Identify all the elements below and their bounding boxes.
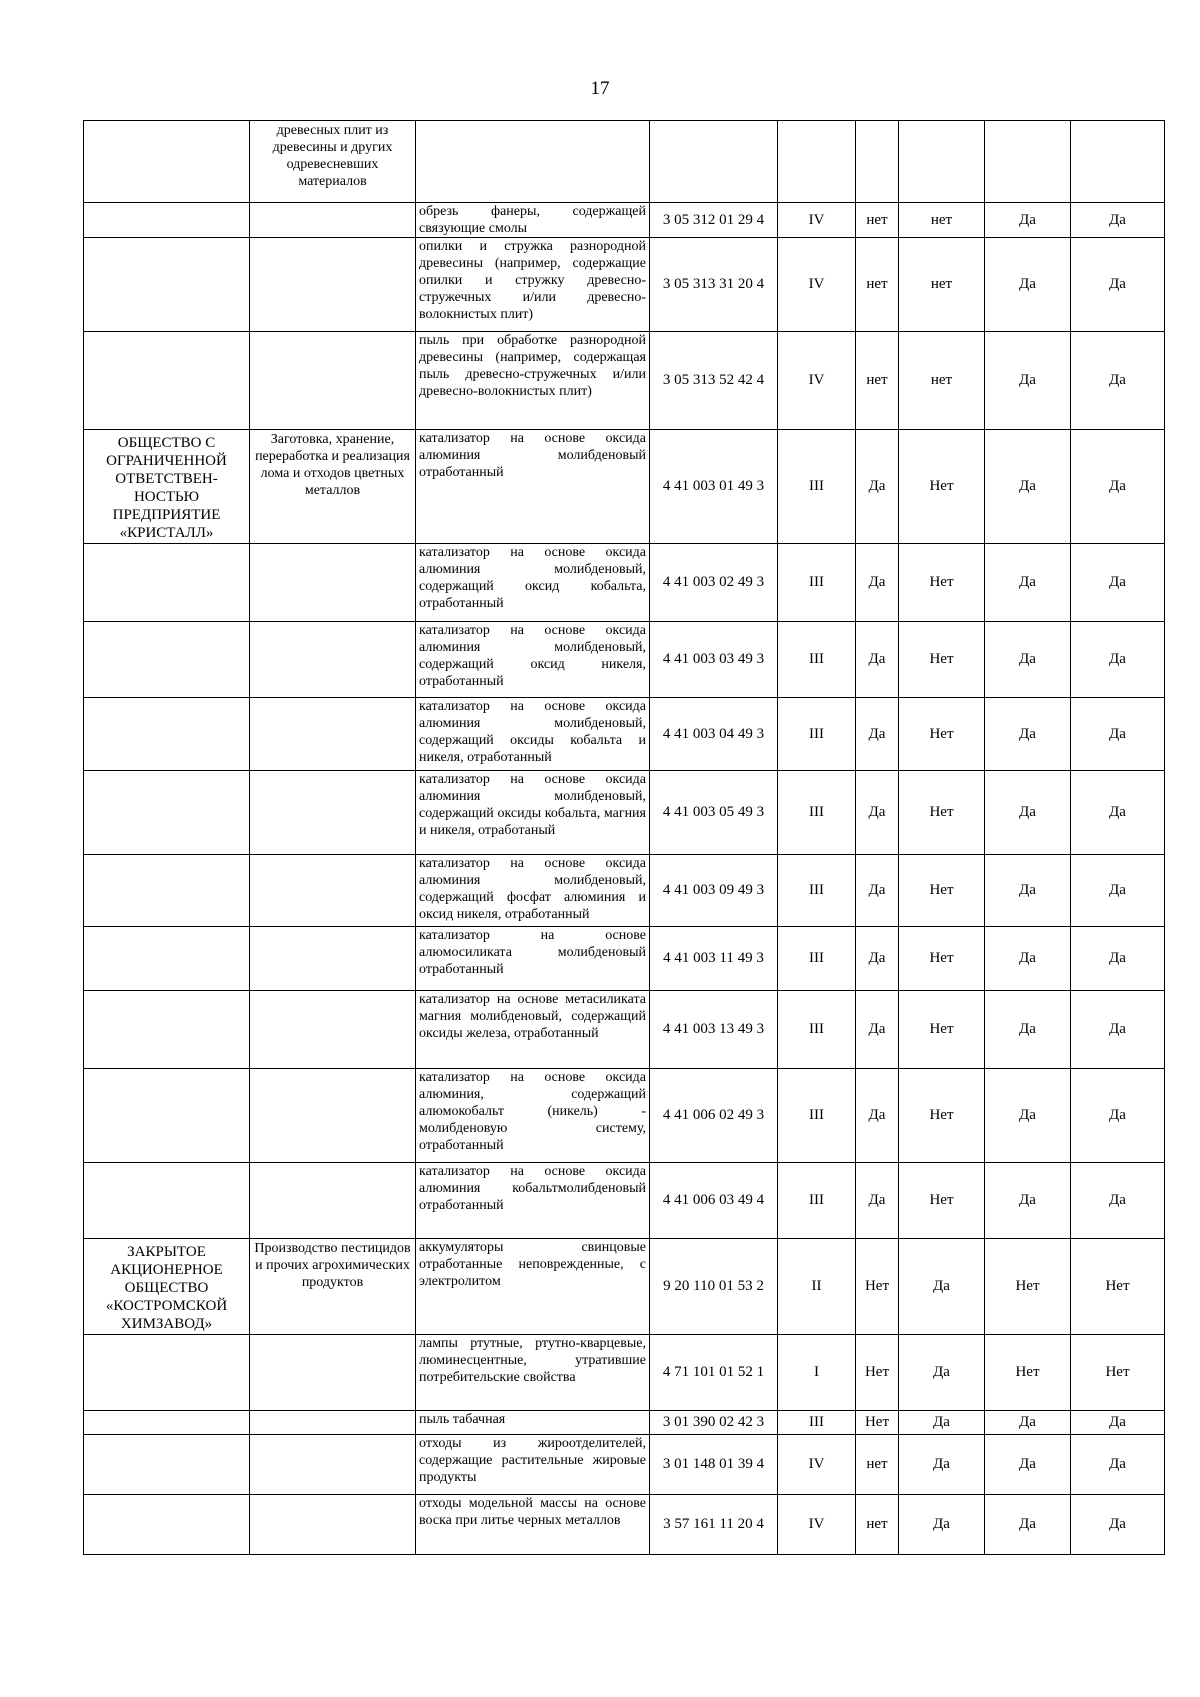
activity-cell: Заготовка, хранение, переработка и реализация лома и отходов цветных металлов bbox=[250, 430, 416, 544]
utilization-cell: Да bbox=[1071, 332, 1165, 430]
activity-cell bbox=[250, 544, 416, 622]
organization-cell: ЗАКРЫТОЕ АКЦИОНЕРНОЕ ОБЩЕСТВО «КОСТРОМСКОЙ ХИМЗАВОД» bbox=[84, 1239, 250, 1335]
transport-cell: нет bbox=[899, 203, 985, 238]
collection-cell: Да bbox=[856, 927, 899, 991]
organization-cell bbox=[84, 622, 250, 698]
utilization-cell: Да bbox=[1071, 622, 1165, 698]
fkko-code-cell: 3 01 148 01 39 4 bbox=[650, 1435, 778, 1495]
table-row bbox=[84, 238, 1165, 332]
transport-cell: Нет bbox=[899, 991, 985, 1069]
collection-cell: Нет bbox=[856, 1239, 899, 1335]
activity-cell bbox=[250, 1435, 416, 1495]
activity-cell bbox=[250, 332, 416, 430]
utilization-cell: Да bbox=[1071, 855, 1165, 927]
processing-cell: Да bbox=[985, 855, 1071, 927]
waste-name-cell: катализатор на основе оксида алюминия молибденовый, содержащий оксиды кобальта, магния и никеля, отработаный bbox=[416, 771, 650, 855]
utilization-cell: Да bbox=[1071, 927, 1165, 991]
transport-cell: Да bbox=[899, 1411, 985, 1435]
activity-cell bbox=[250, 1495, 416, 1555]
waste-name-cell: аккумуляторы свинцовые отработанные неповрежденные, с электролитом bbox=[416, 1239, 650, 1335]
processing-cell: Да bbox=[985, 544, 1071, 622]
organization-cell bbox=[84, 1411, 250, 1435]
fkko-code-cell: 4 41 003 05 49 3 bbox=[650, 771, 778, 855]
table-row bbox=[84, 855, 1165, 927]
transport-cell: Нет bbox=[899, 1163, 985, 1239]
transport-cell: нет bbox=[899, 332, 985, 430]
hazard-class-cell: III bbox=[778, 771, 856, 855]
waste-table bbox=[83, 120, 1165, 1555]
processing-cell: Да bbox=[985, 1495, 1071, 1555]
utilization-cell: Нет bbox=[1071, 1239, 1165, 1335]
fkko-code-cell: 4 41 003 01 49 3 bbox=[650, 430, 778, 544]
processing-cell: Да bbox=[985, 430, 1071, 544]
transport-cell: Нет bbox=[899, 927, 985, 991]
hazard-class-cell: III bbox=[778, 991, 856, 1069]
transport-cell: Нет bbox=[899, 855, 985, 927]
utilization-cell: Да bbox=[1071, 203, 1165, 238]
utilization-cell: Да bbox=[1071, 430, 1165, 544]
table-row bbox=[84, 622, 1165, 698]
utilization-cell: Да bbox=[1071, 1435, 1165, 1495]
waste-name-cell: обрезь фанеры, содержащей связующие смолы bbox=[416, 203, 650, 238]
table-row bbox=[84, 1335, 1165, 1411]
hazard-class-cell: III bbox=[778, 698, 856, 771]
collection-cell: Нет bbox=[856, 1335, 899, 1411]
activity-cell bbox=[250, 927, 416, 991]
collection-cell: Да bbox=[856, 1069, 899, 1163]
transport-cell: Нет bbox=[899, 698, 985, 771]
activity-cell bbox=[250, 991, 416, 1069]
transport-cell: Нет bbox=[899, 1069, 985, 1163]
utilization-cell: Да bbox=[1071, 698, 1165, 771]
collection-cell: Да bbox=[856, 544, 899, 622]
collection-cell: Да bbox=[856, 771, 899, 855]
waste-name-cell: отходы из жироотделителей, содержащие растительные жировые продукты bbox=[416, 1435, 650, 1495]
table-row bbox=[84, 771, 1165, 855]
fkko-code-cell: 4 41 003 04 49 3 bbox=[650, 698, 778, 771]
collection-cell bbox=[856, 121, 899, 203]
page-number: 17 bbox=[590, 78, 610, 99]
transport-cell: Да bbox=[899, 1335, 985, 1411]
processing-cell: Да bbox=[985, 622, 1071, 698]
waste-name-cell: катализатор на основе оксида алюминия молибденовый, содержащий оксид кобальта, отработанный bbox=[416, 544, 650, 622]
collection-cell: нет bbox=[856, 332, 899, 430]
hazard-class-cell: III bbox=[778, 1163, 856, 1239]
fkko-code-cell: 4 71 101 01 52 1 bbox=[650, 1335, 778, 1411]
fkko-code-cell: 4 41 003 11 49 3 bbox=[650, 927, 778, 991]
fkko-code-cell: 4 41 003 03 49 3 bbox=[650, 622, 778, 698]
processing-cell: Да bbox=[985, 1411, 1071, 1435]
collection-cell: Да bbox=[856, 430, 899, 544]
table-row bbox=[84, 1495, 1165, 1555]
waste-name-cell: катализатор на основе оксида алюминия молибденовый, содержащий оксиды кобальта и никеля, отработанный bbox=[416, 698, 650, 771]
organization-cell bbox=[84, 1163, 250, 1239]
utilization-cell: Да bbox=[1071, 1411, 1165, 1435]
organization-cell bbox=[84, 927, 250, 991]
table-row bbox=[84, 1239, 1165, 1335]
organization-cell bbox=[84, 203, 250, 238]
hazard-class-cell: II bbox=[778, 1239, 856, 1335]
hazard-class-cell: III bbox=[778, 927, 856, 991]
fkko-code-cell: 9 20 110 01 53 2 bbox=[650, 1239, 778, 1335]
table-row bbox=[84, 121, 1165, 203]
collection-cell: нет bbox=[856, 203, 899, 238]
fkko-code-cell: 3 05 312 01 29 4 bbox=[650, 203, 778, 238]
collection-cell: Нет bbox=[856, 1411, 899, 1435]
utilization-cell: Да bbox=[1071, 991, 1165, 1069]
table-row bbox=[84, 430, 1165, 544]
collection-cell: Да bbox=[856, 1163, 899, 1239]
activity-cell bbox=[250, 771, 416, 855]
transport-cell: Нет bbox=[899, 544, 985, 622]
table-row bbox=[84, 544, 1165, 622]
organization-cell bbox=[84, 238, 250, 332]
processing-cell: Да bbox=[985, 698, 1071, 771]
hazard-class-cell: IV bbox=[778, 1495, 856, 1555]
table-row bbox=[84, 203, 1165, 238]
transport-cell: Нет bbox=[899, 430, 985, 544]
organization-cell bbox=[84, 991, 250, 1069]
hazard-class-cell: III bbox=[778, 1069, 856, 1163]
waste-name-cell bbox=[416, 121, 650, 203]
processing-cell: Да bbox=[985, 927, 1071, 991]
table-row bbox=[84, 927, 1165, 991]
organization-cell bbox=[84, 1495, 250, 1555]
utilization-cell: Да bbox=[1071, 1163, 1165, 1239]
waste-name-cell: катализатор на основе метасиликата магния молибденовый, содержащий оксиды железа, отработанный bbox=[416, 991, 650, 1069]
hazard-class-cell: IV bbox=[778, 1435, 856, 1495]
utilization-cell: Да bbox=[1071, 544, 1165, 622]
waste-name-cell: катализатор на основе оксида алюминия молибденовый, содержащий фосфат алюминия и оксид никеля, отработанный bbox=[416, 855, 650, 927]
waste-name-cell: катализатор на основе оксида алюминия молибденовый отработанный bbox=[416, 430, 650, 544]
organization-cell: ОБЩЕСТВО С ОГРАНИЧЕННОЙ ОТВЕТСТВЕН-НОСТЬЮ ПРЕДПРИЯТИЕ «КРИСТАЛЛ» bbox=[84, 430, 250, 544]
collection-cell: нет bbox=[856, 1435, 899, 1495]
processing-cell: Да bbox=[985, 332, 1071, 430]
waste-name-cell: опилки и стружка разнородной древесины (например, содержащие опилки и стружку древесно-стружечных и/или древесно-волокнистых плит) bbox=[416, 238, 650, 332]
transport-cell: нет bbox=[899, 238, 985, 332]
table-row bbox=[84, 1163, 1165, 1239]
activity-cell bbox=[250, 1411, 416, 1435]
organization-cell bbox=[84, 121, 250, 203]
fkko-code-cell: 4 41 003 13 49 3 bbox=[650, 991, 778, 1069]
hazard-class-cell: III bbox=[778, 1411, 856, 1435]
waste-name-cell: отходы модельной массы на основе воска при литье черных металлов bbox=[416, 1495, 650, 1555]
activity-cell bbox=[250, 1163, 416, 1239]
hazard-class-cell: I bbox=[778, 1335, 856, 1411]
processing-cell: Нет bbox=[985, 1335, 1071, 1411]
transport-cell bbox=[899, 121, 985, 203]
table-row bbox=[84, 698, 1165, 771]
activity-cell bbox=[250, 1069, 416, 1163]
collection-cell: Да bbox=[856, 991, 899, 1069]
organization-cell bbox=[84, 771, 250, 855]
organization-cell bbox=[84, 332, 250, 430]
table-row bbox=[84, 1435, 1165, 1495]
waste-name-cell: лампы ртутные, ртутно-кварцевые, люминесцентные, утратившие потребительские свойства bbox=[416, 1335, 650, 1411]
processing-cell: Да bbox=[985, 1435, 1071, 1495]
organization-cell bbox=[84, 855, 250, 927]
collection-cell: нет bbox=[856, 238, 899, 332]
waste-name-cell: катализатор на основе оксида алюминия молибденовый, содержащий оксид никеля, отработанный bbox=[416, 622, 650, 698]
table-row bbox=[84, 1069, 1165, 1163]
hazard-class-cell: III bbox=[778, 430, 856, 544]
utilization-cell: Да bbox=[1071, 1069, 1165, 1163]
activity-cell: Производство пестицидов и прочих агрохимических продуктов bbox=[250, 1239, 416, 1335]
hazard-class-cell: IV bbox=[778, 203, 856, 238]
hazard-class-cell bbox=[778, 121, 856, 203]
organization-cell bbox=[84, 698, 250, 771]
utilization-cell: Да bbox=[1071, 771, 1165, 855]
hazard-class-cell: III bbox=[778, 544, 856, 622]
collection-cell: нет bbox=[856, 1495, 899, 1555]
utilization-cell: Да bbox=[1071, 1495, 1165, 1555]
collection-cell: Да bbox=[856, 855, 899, 927]
fkko-code-cell: 3 01 390 02 42 3 bbox=[650, 1411, 778, 1435]
transport-cell: Да bbox=[899, 1495, 985, 1555]
activity-cell bbox=[250, 1335, 416, 1411]
fkko-code-cell bbox=[650, 121, 778, 203]
hazard-class-cell: III bbox=[778, 855, 856, 927]
activity-cell bbox=[250, 622, 416, 698]
processing-cell: Да bbox=[985, 1163, 1071, 1239]
organization-cell bbox=[84, 1335, 250, 1411]
fkko-code-cell: 3 05 313 52 42 4 bbox=[650, 332, 778, 430]
processing-cell: Да bbox=[985, 203, 1071, 238]
fkko-code-cell: 3 57 161 11 20 4 bbox=[650, 1495, 778, 1555]
organization-cell bbox=[84, 544, 250, 622]
hazard-class-cell: III bbox=[778, 622, 856, 698]
processing-cell: Нет bbox=[985, 1239, 1071, 1335]
transport-cell: Да bbox=[899, 1435, 985, 1495]
processing-cell: Да bbox=[985, 991, 1071, 1069]
hazard-class-cell: IV bbox=[778, 238, 856, 332]
waste-name-cell: пыль табачная bbox=[416, 1411, 650, 1435]
fkko-code-cell: 4 41 003 02 49 3 bbox=[650, 544, 778, 622]
processing-cell: Да bbox=[985, 1069, 1071, 1163]
fkko-code-cell: 4 41 006 03 49 4 bbox=[650, 1163, 778, 1239]
fkko-code-cell: 4 41 003 09 49 3 bbox=[650, 855, 778, 927]
activity-cell bbox=[250, 855, 416, 927]
organization-cell bbox=[84, 1069, 250, 1163]
fkko-code-cell: 3 05 313 31 20 4 bbox=[650, 238, 778, 332]
processing-cell: Да bbox=[985, 238, 1071, 332]
collection-cell: Да bbox=[856, 622, 899, 698]
waste-name-cell: катализатор на основе алюмосиликата молибденовый отработанный bbox=[416, 927, 650, 991]
activity-cell bbox=[250, 698, 416, 771]
collection-cell: Да bbox=[856, 698, 899, 771]
processing-cell bbox=[985, 121, 1071, 203]
organization-cell bbox=[84, 1435, 250, 1495]
utilization-cell bbox=[1071, 121, 1165, 203]
waste-name-cell: катализатор на основе оксида алюминия кобальтмолибденовый отработанный bbox=[416, 1163, 650, 1239]
utilization-cell: Да bbox=[1071, 238, 1165, 332]
activity-cell bbox=[250, 203, 416, 238]
transport-cell: Нет bbox=[899, 622, 985, 698]
processing-cell: Да bbox=[985, 771, 1071, 855]
waste-name-cell: пыль при обработке разнородной древесины (например, содержащая пыль древесно-стружечных и/или древесно-волокнистых плит) bbox=[416, 332, 650, 430]
hazard-class-cell: IV bbox=[778, 332, 856, 430]
table-row bbox=[84, 332, 1165, 430]
transport-cell: Нет bbox=[899, 771, 985, 855]
utilization-cell: Нет bbox=[1071, 1335, 1165, 1411]
table-row bbox=[84, 1411, 1165, 1435]
fkko-code-cell: 4 41 006 02 49 3 bbox=[650, 1069, 778, 1163]
waste-name-cell: катализатор на основе оксида алюминия, содержащий алюмокобальт (никель) - молибденовую систему, отработанный bbox=[416, 1069, 650, 1163]
activity-cell: древесных плит из древесины и других одревесневших материалов bbox=[250, 121, 416, 203]
transport-cell: Да bbox=[899, 1239, 985, 1335]
table-row bbox=[84, 991, 1165, 1069]
activity-cell bbox=[250, 238, 416, 332]
